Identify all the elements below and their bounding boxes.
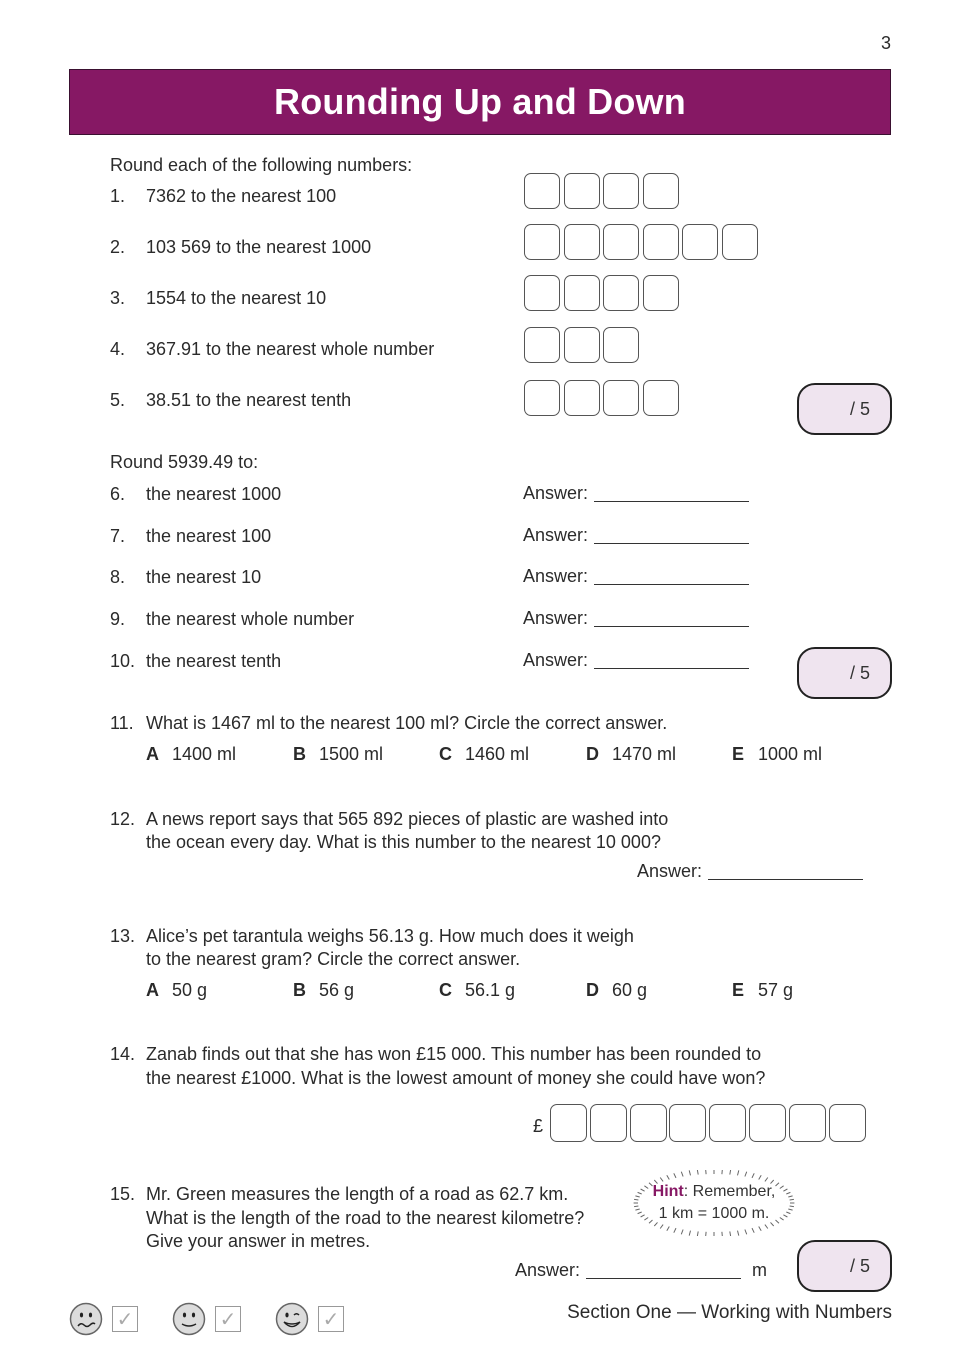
checkbox-happy[interactable]	[318, 1306, 344, 1332]
answer-label: Answer:	[515, 1260, 581, 1280]
title-banner	[69, 69, 891, 135]
digit-box[interactable]	[603, 380, 639, 416]
score-text: / 5	[849, 1255, 870, 1276]
hint-bubble	[632, 1170, 796, 1236]
question-text: Alice’s pet tarantula weighs 56.13 g. How much does it weigh	[146, 926, 634, 946]
answer-field-10[interactable]	[523, 650, 749, 671]
question-number: 3.	[110, 288, 126, 308]
question-text: to the nearest gram? Circle the correct answer.	[146, 949, 521, 969]
question-number: 5.	[110, 390, 126, 410]
sad-face-icon	[69, 1302, 103, 1336]
question-6	[110, 483, 281, 505]
question-text: 367.91 to the nearest whole number	[146, 339, 435, 359]
question-text: Give your answer in metres.	[146, 1231, 371, 1251]
digit-box[interactable]	[603, 275, 639, 311]
question-text: the nearest 10	[146, 567, 262, 587]
answer-boxes-5[interactable]	[524, 380, 682, 416]
question-11	[110, 712, 667, 734]
option-a[interactable]	[146, 744, 236, 765]
option-letter: E	[732, 980, 745, 1000]
question-number: 7.	[110, 526, 126, 546]
answer-field-12[interactable]	[637, 861, 863, 882]
answer-label: Answer:	[523, 525, 589, 545]
question-text: the ocean every day. What is this number to the nearest 10 000?	[146, 832, 661, 852]
question-text: the nearest £1000. What is the lowest amount of money she could have won?	[146, 1068, 766, 1088]
question-text: 1554 to the nearest 10	[146, 288, 327, 308]
question-5	[110, 389, 351, 411]
option-c[interactable]	[439, 744, 529, 765]
answer-field-7[interactable]	[523, 525, 749, 546]
answer-field-9[interactable]	[523, 608, 749, 629]
option-value: 1470 ml	[612, 744, 677, 764]
page-title: Rounding Up and Down	[274, 81, 686, 122]
answer-line[interactable]	[594, 501, 749, 502]
score-box-1[interactable]	[797, 383, 892, 435]
option-e[interactable]	[732, 744, 822, 765]
checkbox-neutral[interactable]	[215, 1306, 241, 1332]
face-happy	[275, 1302, 309, 1341]
question-2	[110, 236, 371, 258]
question-number: 9.	[110, 609, 126, 629]
answer-label: Answer:	[637, 861, 703, 881]
question-text: the nearest tenth	[146, 651, 282, 671]
option-letter: E	[732, 744, 745, 764]
question-text: 38.51 to the nearest tenth	[146, 390, 352, 410]
option-value: 1000 ml	[758, 744, 823, 764]
digit-box[interactable]	[829, 1104, 866, 1142]
question-12	[110, 808, 668, 830]
digit-box[interactable]	[564, 275, 600, 311]
question-number: 14.	[110, 1044, 136, 1064]
question-text: A news report says that 565 892 pieces of plastic are washed into	[146, 809, 669, 829]
answer-line[interactable]	[594, 584, 749, 585]
option-value: 1400 ml	[172, 744, 237, 764]
option-letter: D	[586, 980, 599, 1000]
question-number: 8.	[110, 567, 126, 587]
digit-box[interactable]	[590, 1104, 627, 1142]
tick-icon: ✓	[219, 1308, 237, 1331]
digit-box[interactable]	[603, 224, 639, 260]
digit-box[interactable]	[550, 1104, 587, 1142]
hint-label: Hint	[652, 1183, 684, 1200]
question-4	[110, 338, 434, 360]
digit-box[interactable]	[603, 327, 639, 363]
digit-box[interactable]	[524, 275, 560, 311]
question-number: 2.	[110, 237, 126, 257]
unit-label: m	[752, 1260, 768, 1280]
question-number: 6.	[110, 484, 126, 504]
option-d[interactable]	[586, 980, 647, 1001]
answer-line[interactable]	[708, 879, 863, 880]
option-a[interactable]	[146, 980, 207, 1001]
option-e[interactable]	[732, 980, 793, 1001]
section2-intro: Round 5939.49 to:	[110, 452, 259, 472]
digit-box[interactable]	[564, 380, 600, 416]
face-neutral	[172, 1302, 206, 1341]
option-letter: A	[146, 744, 159, 764]
option-letter: B	[293, 744, 306, 764]
question-text: Mr. Green measures the length of a road as 62.7 km.	[146, 1184, 569, 1204]
option-letter: C	[439, 980, 452, 1000]
section1-intro: Round each of the following numbers:	[110, 155, 413, 175]
score-box-3[interactable]	[797, 1240, 892, 1292]
question-text: the nearest whole number	[146, 609, 355, 629]
digit-box[interactable]	[643, 173, 679, 209]
digit-box[interactable]	[564, 173, 600, 209]
option-value: 57 g	[758, 980, 794, 1000]
currency-symbol: £	[533, 1116, 544, 1136]
question-number: 10.	[110, 651, 136, 671]
answer-boxes-14[interactable]	[550, 1104, 868, 1142]
score-box-2[interactable]	[797, 647, 892, 699]
tick-icon: ✓	[116, 1308, 134, 1331]
option-b[interactable]	[293, 744, 383, 765]
digit-box[interactable]	[524, 327, 560, 363]
tick-icon: ✓	[322, 1308, 340, 1331]
option-letter: C	[439, 744, 452, 764]
answer-field-6[interactable]	[523, 483, 749, 504]
answer-boxes-3[interactable]	[524, 275, 682, 311]
question-number: 1.	[110, 186, 126, 206]
digit-box[interactable]	[749, 1104, 786, 1142]
option-letter: B	[293, 980, 306, 1000]
digit-box[interactable]	[682, 224, 718, 260]
question-text: What is the length of the road to the nearest kilometre?	[146, 1208, 585, 1228]
answer-boxes-4[interactable]	[524, 327, 643, 363]
digit-box[interactable]	[722, 224, 758, 260]
option-value: 50 g	[172, 980, 208, 1000]
question-1	[110, 185, 336, 207]
question-3	[110, 287, 326, 309]
answer-line[interactable]	[594, 543, 749, 544]
option-c[interactable]	[439, 980, 515, 1001]
option-value: 60 g	[612, 980, 648, 1000]
page-number: 3	[880, 33, 891, 53]
section-footer: Section One — Working with Numbers	[567, 1302, 892, 1323]
answer-line[interactable]	[594, 626, 749, 627]
option-value: 56 g	[319, 980, 355, 1000]
answer-line[interactable]	[586, 1278, 741, 1279]
digit-box[interactable]	[564, 224, 600, 260]
question-10	[110, 650, 281, 672]
face-sad	[69, 1302, 103, 1341]
question-text: the nearest 1000	[146, 484, 282, 504]
question-text: Zanab finds out that she has won £15 000. This number has been rounded to	[146, 1044, 762, 1064]
digit-box[interactable]	[630, 1104, 667, 1142]
neutral-face-icon	[172, 1302, 206, 1336]
option-letter: D	[586, 744, 599, 764]
digit-box[interactable]	[789, 1104, 826, 1142]
digit-box[interactable]	[524, 224, 560, 260]
option-d[interactable]	[586, 744, 676, 765]
question-number: 4.	[110, 339, 126, 359]
question-text: What is 1467 ml to the nearest 100 ml? Circle the correct answer.	[146, 713, 668, 733]
score-text: / 5	[849, 662, 870, 683]
answer-field-8[interactable]	[523, 566, 749, 587]
digit-box[interactable]	[524, 173, 560, 209]
digit-box[interactable]	[603, 173, 639, 209]
question-text: 7362 to the nearest 100	[146, 186, 337, 206]
question-number: 11.	[110, 713, 134, 733]
digit-box[interactable]	[709, 1104, 746, 1142]
hint-text: 1 km = 1000 m.	[658, 1205, 770, 1222]
question-number: 15.	[110, 1184, 136, 1204]
question-number: 13.	[110, 926, 136, 946]
question-9	[110, 608, 354, 630]
happy-face-icon	[275, 1302, 309, 1336]
question-number: 12.	[110, 809, 136, 829]
question-7	[110, 525, 271, 547]
answer-label: Answer:	[523, 650, 589, 670]
digit-box[interactable]	[564, 327, 600, 363]
digit-box[interactable]	[643, 224, 679, 260]
digit-box[interactable]	[643, 275, 679, 311]
question-13	[110, 925, 634, 947]
question-15	[110, 1183, 568, 1205]
question-text: the nearest 100	[146, 526, 272, 546]
question-8	[110, 566, 261, 588]
score-text: / 5	[849, 398, 870, 419]
digit-box[interactable]	[643, 380, 679, 416]
answer-line[interactable]	[594, 668, 749, 669]
option-letter: A	[146, 980, 159, 1000]
answer-label: Answer:	[523, 608, 589, 628]
hint-text: : Remember,	[683, 1183, 776, 1200]
digit-box[interactable]	[524, 380, 560, 416]
digit-box[interactable]	[669, 1104, 706, 1142]
option-value: 1500 ml	[319, 744, 384, 764]
option-value: 1460 ml	[465, 744, 530, 764]
question-14	[110, 1043, 761, 1065]
answer-boxes-2[interactable]	[524, 224, 761, 260]
question-text: 103 569 to the nearest 1000	[146, 237, 372, 257]
answer-boxes-1[interactable]	[524, 173, 682, 209]
answer-label: Answer:	[523, 566, 589, 586]
answer-label: Answer:	[523, 483, 589, 503]
option-b[interactable]	[293, 980, 354, 1001]
checkbox-sad[interactable]	[112, 1306, 138, 1332]
option-value: 56.1 g	[465, 980, 516, 1000]
answer-field-15[interactable]	[515, 1260, 767, 1281]
